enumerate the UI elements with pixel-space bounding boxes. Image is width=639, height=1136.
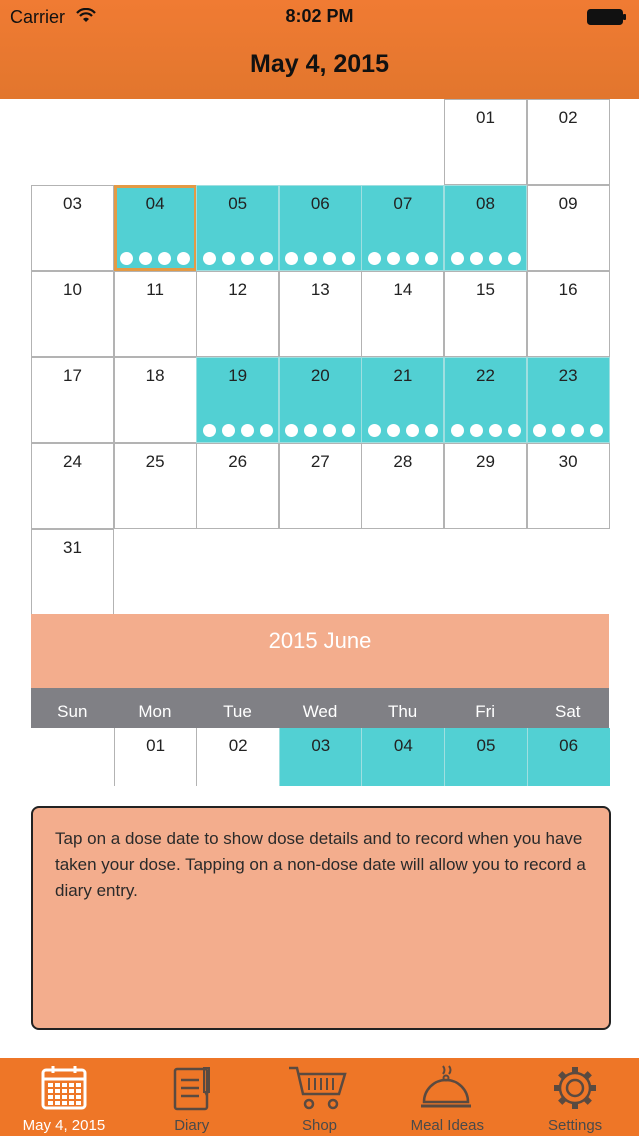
day-cell-may-17[interactable] (31, 357, 114, 443)
dose-dot-icon (304, 252, 317, 265)
weekday-label-thu: Thu (387, 702, 418, 721)
status-bar (0, 0, 639, 32)
day-cell-may-19[interactable] (196, 357, 279, 443)
weekday-label-sun: Sun (57, 702, 88, 721)
day-number: 05 (228, 194, 248, 213)
day-number: 23 (558, 366, 578, 385)
day-cell-may-30[interactable] (527, 443, 610, 529)
day-cell-may-28[interactable] (361, 443, 444, 529)
day-cell-may-24[interactable] (31, 443, 114, 529)
tab-may-4-2015[interactable] (0, 1058, 128, 1136)
dose-dot-icon (406, 252, 419, 265)
dose-dot-icon (241, 252, 254, 265)
dose-dot-icon (533, 424, 546, 437)
dose-dot-icon (451, 424, 464, 437)
dose-dot-icon (508, 424, 521, 437)
dose-indicators (445, 252, 526, 265)
tab-label: Meal Ideas (410, 1117, 484, 1134)
dose-dot-icon (203, 424, 216, 437)
june-month-header: 2015 June (31, 614, 609, 688)
dose-dot-icon (323, 424, 336, 437)
weekday-header (31, 688, 609, 728)
dose-dot-icon (425, 252, 438, 265)
dose-indicators (280, 424, 361, 437)
day-cell-may-26[interactable] (196, 443, 279, 529)
dose-dot-icon (285, 424, 298, 437)
day-number: 12 (228, 280, 248, 299)
day-number: 06 (310, 194, 330, 213)
day-cell-may-14[interactable] (361, 271, 444, 357)
dose-dot-icon (260, 424, 273, 437)
day-cell-may-06[interactable] (279, 185, 362, 271)
weekday-label-mon: Mon (138, 702, 172, 721)
day-number: 02 (558, 108, 578, 127)
day-number: 01 (146, 736, 166, 755)
dose-dot-icon (285, 252, 298, 265)
day-cell-may-18[interactable] (114, 357, 197, 443)
day-number: 18 (145, 366, 165, 385)
day-cell-may-31[interactable] (31, 529, 114, 615)
tab-label: May 4, 2015 (22, 1117, 106, 1134)
dose-dot-icon (368, 252, 381, 265)
day-cell-may-09[interactable] (527, 185, 610, 271)
dose-dot-icon (552, 424, 565, 437)
dose-dot-icon (489, 252, 502, 265)
carrier-label: Carrier (10, 7, 66, 27)
dose-indicators (528, 424, 609, 437)
page-title: May 4, 2015 (250, 50, 389, 78)
day-cell-may-08[interactable] (444, 185, 527, 271)
tab-label: Settings (547, 1117, 603, 1134)
day-cell-june-02[interactable] (196, 728, 279, 786)
day-number: 27 (310, 452, 330, 471)
day-cell-may-04[interactable] (114, 185, 197, 271)
weekday-label-fri: Fri (475, 702, 496, 721)
dose-dot-icon (203, 252, 216, 265)
day-number: 14 (393, 280, 413, 299)
dose-dot-icon (158, 252, 171, 265)
dose-indicators (445, 424, 526, 437)
day-cell-may-10[interactable] (31, 271, 114, 357)
day-number: 20 (310, 366, 330, 385)
day-cell-june-04[interactable] (361, 728, 444, 786)
day-number: 15 (476, 280, 495, 299)
day-cell-may-21[interactable] (361, 357, 444, 443)
dose-dot-icon (425, 424, 438, 437)
status-time: 8:02 PM (285, 6, 354, 26)
dose-dot-icon (342, 424, 355, 437)
day-number: 04 (393, 736, 413, 755)
day-number: 29 (476, 452, 495, 471)
day-cell-june-01[interactable] (114, 728, 197, 786)
day-number: 06 (559, 736, 579, 755)
day-number: 19 (228, 366, 248, 385)
day-number: 22 (476, 366, 495, 385)
dose-indicators (362, 424, 443, 437)
dose-dot-icon (222, 424, 235, 437)
battery-icon (587, 9, 627, 25)
dose-dot-icon (508, 252, 521, 265)
day-cell-may-11[interactable] (114, 271, 197, 357)
dose-dot-icon (120, 252, 133, 265)
dose-dot-icon (304, 424, 317, 437)
day-cell-may-07[interactable] (361, 185, 444, 271)
day-number: 31 (63, 538, 82, 557)
day-number: 04 (145, 194, 165, 213)
day-number: 28 (393, 452, 413, 471)
dose-dot-icon (470, 424, 483, 437)
tab-shop[interactable] (256, 1058, 384, 1136)
day-number: 24 (63, 452, 82, 471)
day-number: 08 (476, 194, 495, 213)
dose-dot-icon (342, 252, 355, 265)
dose-dot-icon (323, 252, 336, 265)
dose-indicators (280, 252, 361, 265)
tab-label: Diary (174, 1117, 210, 1134)
day-number: 13 (310, 280, 330, 299)
dose-dot-icon (590, 424, 603, 437)
tab-settings[interactable] (511, 1058, 639, 1136)
dose-dot-icon (451, 252, 464, 265)
day-cell-june-06[interactable] (527, 728, 610, 786)
day-number: 03 (63, 194, 82, 213)
day-cell-may-27[interactable] (279, 443, 362, 529)
dose-dot-icon (489, 424, 502, 437)
day-cell-june-03[interactable] (279, 728, 362, 786)
dose-dot-icon (139, 252, 152, 265)
tab-bar (0, 1058, 639, 1136)
dose-dot-icon (406, 424, 419, 437)
day-cell-may-25[interactable] (114, 443, 197, 529)
day-number: 03 (311, 736, 331, 755)
dose-indicators (197, 424, 278, 437)
day-number: 09 (558, 194, 578, 213)
day-cell-may-13[interactable] (279, 271, 362, 357)
dose-dot-icon (177, 252, 190, 265)
dose-dot-icon (222, 252, 235, 265)
dose-dot-icon (387, 424, 400, 437)
dose-dot-icon (571, 424, 584, 437)
day-cell-may-29[interactable] (444, 443, 527, 529)
day-number: 25 (145, 452, 165, 471)
dose-indicators (117, 252, 194, 265)
dose-dot-icon (387, 252, 400, 265)
dose-indicators (197, 252, 278, 265)
day-cell-may-20[interactable] (279, 357, 362, 443)
dose-dot-icon (260, 252, 273, 265)
june-first-week (31, 728, 609, 786)
day-cell-may-15[interactable] (444, 271, 527, 357)
day-number: 21 (393, 366, 413, 385)
weekday-label-sat: Sat (554, 702, 581, 721)
day-number: 07 (393, 194, 413, 213)
dose-dot-icon (241, 424, 254, 437)
dose-indicators (362, 252, 443, 265)
day-number: 26 (228, 452, 248, 471)
day-number: 10 (63, 280, 82, 299)
weekday-label-wed: Wed (302, 702, 338, 721)
day-cell-may-05[interactable] (196, 185, 279, 271)
day-cell-may-03[interactable] (31, 185, 114, 271)
day-cell-may-12[interactable] (196, 271, 279, 357)
navigation-bar (0, 0, 639, 99)
tab-diary[interactable] (128, 1058, 256, 1136)
day-number: 11 (146, 280, 164, 299)
day-cell-may-01[interactable] (444, 99, 527, 185)
day-cell-may-16[interactable] (527, 271, 610, 357)
day-number: 30 (558, 452, 578, 471)
dose-dot-icon (368, 424, 381, 437)
day-cell-may-22[interactable] (444, 357, 527, 443)
day-number: 17 (63, 366, 82, 385)
day-number: 01 (476, 108, 495, 127)
weekday-label-tue: Tue (223, 702, 252, 721)
instructions-panel: Tap on a dose date to show dose details and to record when you have taken your dose. Tapping on a non-dose date will allow you to record a diary entry. (31, 806, 611, 1030)
day-cell-may-02[interactable] (527, 99, 610, 185)
day-cell-june-05[interactable] (444, 728, 527, 786)
day-cell-may-23[interactable] (527, 357, 610, 443)
day-number: 16 (558, 280, 578, 299)
tab-meal-ideas[interactable] (383, 1058, 511, 1136)
tab-label: Shop (301, 1117, 338, 1134)
day-number: 05 (476, 736, 496, 755)
dose-dot-icon (470, 252, 483, 265)
day-number: 02 (228, 736, 248, 755)
